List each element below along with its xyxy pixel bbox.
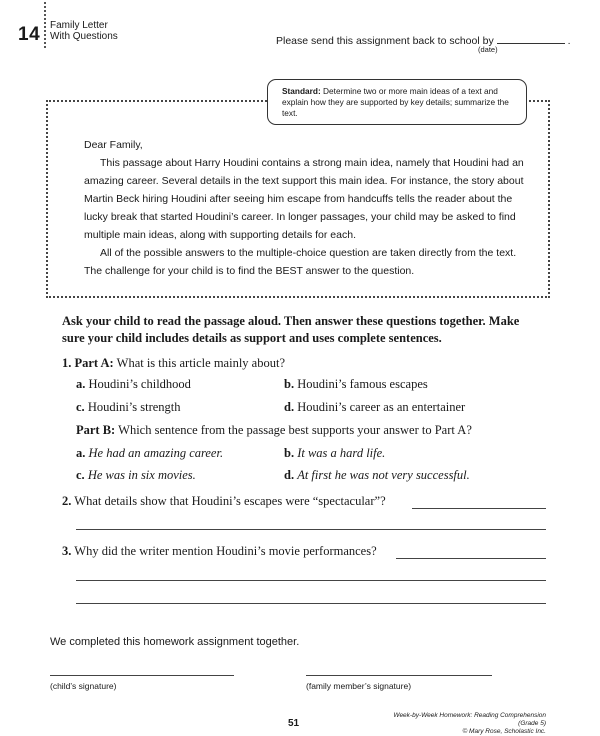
option-text: Houdini’s childhood bbox=[88, 377, 191, 391]
date-label: (date) bbox=[478, 45, 498, 54]
option-c-1a[interactable] bbox=[76, 400, 181, 415]
question-1-number: 1. bbox=[62, 356, 72, 370]
question-2-number: 2. bbox=[62, 494, 72, 508]
option-text: It was a hard life. bbox=[297, 446, 386, 460]
part-a-text: What is this article mainly about? bbox=[116, 356, 285, 370]
lesson-number: 14 bbox=[18, 24, 41, 45]
letter-paragraph-2: All of the possible answers to the multiple-choice question are taken directly from the text. The challenge for your child is to find the BEST answer to the question. bbox=[84, 247, 517, 277]
letter-paragraph-1: This passage about Harry Houdini contains a strong main idea, namely that Houdini had an amazing career. Several details in the text support this main idea. For instance, the story about Martin Beck hiring Houdini after seeing him escape from handcuffs tells the reader about the lucky break that started Houdini’s career. In longer passages, your child may be asked to find multiple main ideas, along with supporting details for each. bbox=[84, 157, 524, 241]
question-3-text: Why did the writer mention Houdini’s movie performances? bbox=[74, 544, 377, 558]
instructions: Ask your child to read the passage aloud. Then answer these questions together. Make sure your child includes details as support and uses complete sentences. bbox=[62, 314, 520, 345]
question-1-part-a bbox=[62, 356, 285, 371]
send-back-text: Please send this assignment back to school by bbox=[276, 35, 494, 47]
option-letter: d. bbox=[284, 400, 295, 414]
lesson-type-line2: With Questions bbox=[50, 31, 118, 42]
option-letter: a. bbox=[76, 446, 86, 460]
family-signature-line[interactable] bbox=[306, 675, 492, 676]
option-text: He had an amazing career. bbox=[88, 446, 224, 460]
option-text: Houdini’s career as an entertainer bbox=[297, 400, 466, 414]
credit-line-2: © Mary Rose, Scholastic Inc. bbox=[462, 728, 546, 735]
send-back-period: . bbox=[567, 35, 571, 47]
question-2-text: What details show that Houdini’s escapes were “spectacular”? bbox=[74, 494, 386, 508]
page-number: 51 bbox=[288, 718, 300, 729]
standard-box bbox=[267, 79, 527, 125]
credit-line-1: Week-by-Week Homework: Reading Comprehension (Grade 5) bbox=[393, 712, 546, 727]
option-text: Houdini’s strength bbox=[87, 400, 181, 414]
option-letter: d. bbox=[284, 468, 295, 482]
option-d-1a[interactable] bbox=[284, 400, 465, 415]
lesson-type bbox=[50, 20, 118, 42]
standard-text: Determine two or more main ideas of a text and explain how they are supported by key details; summarize the text. bbox=[282, 86, 509, 118]
header-dotted-divider bbox=[44, 2, 46, 48]
lesson-type-line1: Family Letter bbox=[50, 20, 108, 31]
part-b-label: Part B: bbox=[76, 423, 116, 437]
option-text: At first he was not very successful. bbox=[297, 468, 470, 482]
completed-statement: We completed this homework assignment together. bbox=[50, 636, 300, 648]
answer-line-3c[interactable] bbox=[76, 603, 546, 604]
question-1-part-b bbox=[76, 423, 472, 438]
answer-line-2a[interactable] bbox=[412, 508, 546, 509]
option-b-1a[interactable] bbox=[284, 377, 428, 392]
option-letter: b. bbox=[284, 446, 295, 460]
option-a-1a[interactable] bbox=[76, 377, 191, 392]
family-signature-label: (family member’s signature) bbox=[306, 681, 412, 691]
option-text: He was in six movies. bbox=[87, 468, 196, 482]
answer-line-3a[interactable] bbox=[396, 558, 546, 559]
option-letter: a. bbox=[76, 377, 86, 391]
option-letter: c. bbox=[76, 468, 85, 482]
option-letter: c. bbox=[76, 400, 85, 414]
date-blank[interactable] bbox=[497, 33, 565, 44]
question-3 bbox=[62, 544, 377, 559]
question-2 bbox=[62, 494, 386, 509]
answer-line-2b[interactable] bbox=[76, 529, 546, 530]
child-signature-line[interactable] bbox=[50, 675, 234, 676]
standard-label: Standard: bbox=[282, 86, 321, 96]
option-d-1b[interactable] bbox=[284, 468, 470, 483]
option-c-1b[interactable] bbox=[76, 468, 196, 483]
option-a-1b[interactable] bbox=[76, 446, 223, 461]
footer-credit bbox=[380, 712, 546, 736]
answer-line-3b[interactable] bbox=[76, 580, 546, 581]
option-letter: b. bbox=[284, 377, 295, 391]
option-text: Houdini’s famous escapes bbox=[297, 377, 428, 391]
question-3-number: 3. bbox=[62, 544, 72, 558]
part-b-text: Which sentence from the passage best supports your answer to Part A? bbox=[118, 423, 472, 437]
part-a-label: Part A: bbox=[74, 356, 114, 370]
child-signature-label: (child’s signature) bbox=[50, 681, 117, 691]
option-b-1b[interactable] bbox=[284, 446, 385, 461]
letter-greeting: Dear Family, bbox=[84, 139, 143, 151]
family-letter bbox=[84, 136, 524, 280]
send-back-instruction bbox=[276, 33, 571, 47]
